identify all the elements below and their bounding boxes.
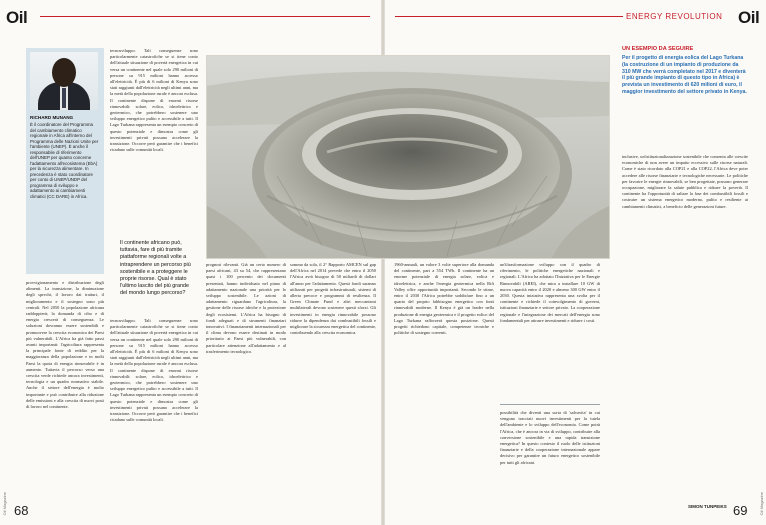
magazine-label-left: Oil Magazine: [2, 491, 7, 515]
sidebar-title: UN ESEMPIO DA SEGUIRE: [622, 46, 694, 52]
divider-rule: [500, 404, 600, 405]
header-rule-left: [40, 16, 370, 17]
brand-logo-right: Oil: [738, 8, 760, 27]
page-number-right: 69: [733, 503, 748, 518]
article-column-5: 1960-annuali, un valore 3 volte superiore alla domanda del continente, pari a 554 TWh. Il continente ha un enorme potenziale di energia solare, eolica e idroelettrica, e anche l'energia geotermica nella Rift Valley offre opportunità importanti. Secondo le stime, entro il 2030 l'Africa potrebbe soddisfare fino a un quarto del proprio fabbisogno energetico con fonti rinnovabili moderne. Il Kenya è già un leader nella produzione di energia geotermica e il progetto eolico del Lago Turkana rafforzerà questa posizione. Questi progetti richiedono capitale, competenze tecniche e politiche di sostegno coerenti.: [394, 262, 494, 336]
brand-logo-left: Oil: [6, 8, 28, 27]
article-column-7: possibilità che diventi una sorta di 'salvavita' in cui vengono tracciati nuovi investimenti per la tutela dell'ambiente e lo sviluppo dell'economia. Come potrà l'Africa, che è ancora in via di sviluppo, contribuire alla conversione sostenibile e una rapida transizione energetica? In questo contesto il ruolo delle istituzioni finanziarie e della cooperazione internazionale appare decisivo per garantire un futuro energetico sostenibile per tutti gli africani.: [500, 410, 600, 465]
article-column-1: provvigionamento e distribuzione degli alimenti. La transizione, la diminuzione degli sprechi, il lavoro dai tratturi, il miglioramento e il sostegno sono più centrali. Nel 2050 la popolazione africana raddoppierà; la domanda di cibo e di energia crescerà di conseguenza. Le soluzioni dovranno essere sostenibili e promuovere la crescita economica dei Paesi più vulnerabili. L'Africa ha già fatto passi avanti importanti: l'agricoltura rappresenta la principale fonte di reddito per la maggioranza della popolazione e in molti Paesi la quota di energia rinnovabile è in aumento. Tuttavia il percorso verso una crescita verde richiede ancora investimenti, tecnologia e un quadro normativo stabile. Anche il settore dell'energia è molto importante e può contribuire alla riduzione delle emissioni e alla crescita di nuovi posti di lavoro nel continente.: [26, 280, 104, 410]
article-column-2b: tecnosviluppo. Tali conseguenze sono particolarmente catastrofiche se si tiene conto dell'attuale situazione di povertà energetica in cui versa un continente nel quale solo 290 milioni di persone su 915 milioni hanno accesso all'elettricità. È più di 6 milioni di Kenya sono stati raggiunti dall'elettricità negli ultimi anni, ma la metà della popolazione rurale è ancora esclusa. Il continente dispone di enormi risorse rinnovabili: solare, eolico, idroelettrico e geotermico, che potrebbero sostenere uno sviluppo energetico pulito e accessibile a tutti. Il Lago Turkana rappresenta un esempio concreto di questo potenziale e dimostra come gli investimenti privati possano accelerare la transizione. Occorre però garantire che i benefici ricadano sulle comunità locali.: [110, 318, 198, 423]
sidebar-text: Per il progetto di energia eolica del Lago Turkana (la costruzione di un impianto di produzione da 310 MW che verrà completato nel 2017 e diventerà il più grande impianto di questo tipo in Africa) è prevista un investimento di 620 milioni di euro, il maggior investimento del settore privato in Kenya.: [622, 55, 747, 95]
section-label: ENERGY REVOLUTION: [626, 12, 723, 21]
page-number-left: 68: [14, 503, 29, 518]
author-bio: È il coordinatore del Programma del cambiamento climatico regionale in Africa all'interno del Programma delle Nazioni Unite per l'ambiente (UNEP). È anche il responsabile di riferimento dell'UNEP per quanto concerne l'adattamento all'ecosistema (EbA) per la sicurezza alimentare. In precedenza è stato coordinatore per conto di UNEP/UNDP del programma di sviluppo e adattamento ai cambiamenti climatici (CC DARE) in Africa.: [30, 122, 99, 199]
article-column-6: un'iltrasformazione sviluppo con il quadro di riferimento, le politiche energetiche nazionali e regionali. L'Africa ha adottato l'Iniziativa per le Energie Rinnovabili (AREI), che mira a installare 10 GW di nuova capacità entro il 2020 e almeno 300 GW entro il 2030. Questa iniziativa rappresenta una svolta per il continente e richiede il coinvolgimento di governi, istituzioni finanziarie e settore privato. La cooperazione regionale e l'integrazione dei mercati dell'energia sono fondamentali per attrarre investimenti e ridurre i costi.: [500, 262, 600, 323]
article-column-3: prognosi rilevanti. Già un certo numero di paesi africani, 43 su 54, che rappresentano quasi i 100 percento dei documenti presentati, hanno individuato nel piano di adattamento nazionale una priorità per lo sviluppo sostenibile. Le azioni di adattamento riguardano l'agricoltura, la gestione delle risorse idriche e la protezione degli ecosistemi. L'Africa ha bisogno di fondi adeguati e di strumenti finanziari innovativi. I finanziamenti internazionali per il clima devono essere destinati in modo prioritario ai Paesi più vulnerabili, con particolare attenzione all'adattamento e al trasferimento tecnologico.: [206, 262, 286, 354]
header-rule-right: [395, 16, 623, 17]
author-name: RICHARD MUNANG: [30, 115, 74, 120]
article-column-4: somma da sola, il 2° Rapporto AMCEN sul gap dell'Africa nel 2014 prevede che entro il 2050 l'Africa avrà bisogno di 50 miliardi di dollari all'anno per l'adattamento. Questi fondi saranno utilizzati per progetti infrastrutturali, sistemi di allerta precoce e programmi di resilienza. Il Green Climate Fund e altri meccanismi multilaterali devono sostenere questi sforzi. Gli investimenti in energia rinnovabile possono ridurre la dipendenza dai combustibili fossili e migliorare la sicurezza energetica del continente, contribuendo alla crescita economica.: [290, 262, 376, 336]
article-column-8: inclusive, un'istituzionalizzazione sostenibile che consenta alle crescite economiche di non avere un impatto eccessivo sulle risorse naturali. Come è stato ricordato alla COP21 e alla COP22, l'Africa deve poter accedere alle risorse finanziarie e tecnologiche necessarie. Le politiche per favorire le energie rinnovabili, se ben progettate, possono generare occupazione, migliorare la salute pubblica e ridurre la povertà. Il continente ha l'opportunità di saltare la fase dei combustibili fossili e costruire un sistema energetico moderno, pulito e resiliente ai cambiamenti climatici, a beneficio delle generazioni future.: [622, 154, 748, 209]
article-column-2a: tecnosviluppo. Tali conseguenze sono particolarmente catastrofiche se si tiene conto dell'attuale situazione di povertà energetica in cui versa un continente nel quale solo 290 milioni di persone su 915 milioni hanno accesso all'elettricità. È più di 6 milioni di Kenya sono stati raggiunti dall'elettricità negli ultimi anni, ma la metà della popolazione rurale è ancora esclusa. Il continente dispone di enormi risorse rinnovabili: solare, eolico, idroelettrico e geotermico, che potrebbero sostenere uno sviluppo energetico pulito e accessibile a tutti. Il Lago Turkana rappresenta un esempio concreto di questo potenziale e dimostra come gli investimenti privati possano accelerare la transizione. Occorre però garantire che i benefici ricadano sulle comunità locali.: [110, 48, 198, 153]
magazine-label-right: Oil Magazine: [759, 491, 764, 515]
pull-quote: Il continente africano può, tuttavia, fare di più tramite piattaforme regionali volte a intraprendere un percorso più sostenibile e a proteggere le proprie risorse. Qual è stato l'ultimo lascito del più grande del mondo lungo percorso?: [120, 240, 191, 297]
volcano-crater-photo: [206, 55, 610, 259]
author-portrait: [30, 52, 98, 110]
author-signature: SIMON TUNPEIKS: [688, 504, 727, 509]
